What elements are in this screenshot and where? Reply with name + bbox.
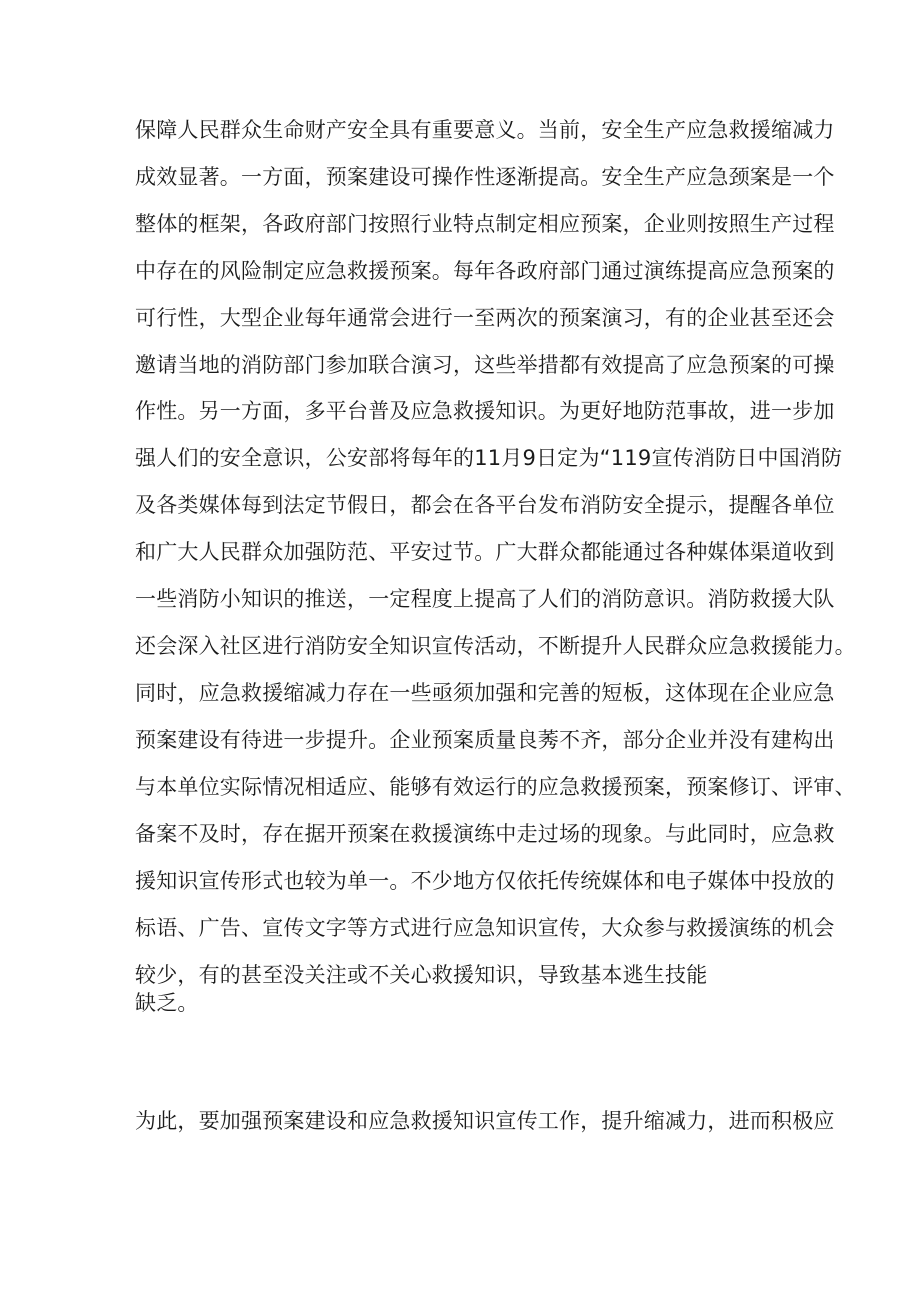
text-line: 预案建设有待进一步提升。企业预案质量良莠不齐，部分企业并没有建构出 <box>135 728 835 752</box>
text-line: 备案不及时，存在据开预案在救援演练中走过场的现象。与此同时，应急救 <box>135 822 835 846</box>
text-line: 和广大人民群众加强防范、平安过节。广大群众都能通过各种媒体渠道收到 <box>135 540 835 564</box>
text-line: 标语、广告、宣传文字等方式进行应急知识宣传，大众参与救援演练的机会 <box>135 916 835 940</box>
text-line: 同时，应急救援缩减力存在一些亟须加强和完善的短板，这体现在企业应急 <box>135 681 835 705</box>
text-line: 强人们的安全意识，公安部将每年的11月9日定为“119宣传消防日中国消防 <box>135 446 843 470</box>
text-line: 及各类媒体每到法定节假日，都会在各平台发布消防安全提示，提醒各单位 <box>135 493 835 517</box>
text-line: 中存在的风险制定应急救援预案。每年各政府部门通过演练提高应急预案的 <box>135 259 835 283</box>
text-line: 与本单位实际情况相适应、能够有效运行的应急救援预案，预案修订、评审、 <box>135 775 856 799</box>
text-line: 一些消防小知识的推送，一定程度上提高了人们的消防意识。消防救援大队 <box>135 587 835 611</box>
text-line: 援知识宣传形式也较为单一。不少地方仅依托传统媒体和电子媒体中投放的 <box>135 869 835 893</box>
text-line: 缺乏。 <box>135 991 199 1015</box>
text-line: 还会深入社区进行消防安全知识宣传活动，不断提升人民群众应急救援能力。 <box>135 634 856 658</box>
text-line: 较少，有的甚至没关注或不关心救援知识，导致基本逃生技能 <box>135 963 708 987</box>
text-line: 整体的框架，各政府部门按照行业特点制定相应预案，企业则按照生产过程 <box>135 212 835 236</box>
text-line: 为此，要加强预案建设和应急救援知识宣传工作，提升缩减力，进而积极应 <box>135 1109 835 1133</box>
text-line: 作性。另一方面，多平台普及应急救援知识。为更好地防范事故，进一步加 <box>135 399 835 423</box>
text-line: 可行性，大型企业每年通常会进行一至两次的预案演习，有的企业甚至还会 <box>135 306 835 330</box>
text-line: 邀请当地的消防部门参加联合演习，这些举措都有效提高了应急预案的可操 <box>135 353 835 377</box>
text-line: 保障人民群众生命财产安全具有重要意义。当前，安全生产应急救援缩减力 <box>135 118 835 142</box>
text-line: 成效显著。一方面，预案建设可操作性逐渐提高。安全生产应急颈案是一个 <box>135 165 835 189</box>
